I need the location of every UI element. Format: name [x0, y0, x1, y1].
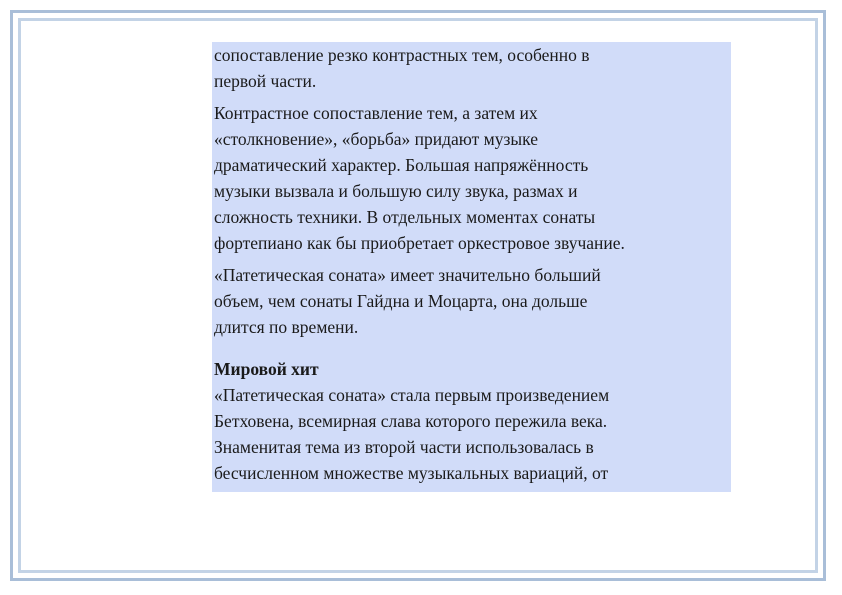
- text-line: «столкновение», «борьба» придают музыке: [214, 129, 539, 149]
- text-line: длится по времени.: [214, 317, 359, 337]
- text-block: [212, 42, 731, 492]
- text-line: музыки вызвала и большую силу звука, размах и: [214, 181, 578, 201]
- paragraph-1: [214, 42, 731, 94]
- text-line: «Патетическая соната» имеет значительно больший: [214, 265, 601, 285]
- text-line: Бетховена, всемирная слава которого пережила века.: [214, 411, 608, 431]
- text-line: фортепиано как бы приобретает оркестровое звучание.: [214, 233, 625, 253]
- text-line: Контрастное сопоставление тем, а затем их: [214, 103, 538, 123]
- text-line: объем, чем сонаты Гайдна и Моцарта, она дольше: [214, 291, 588, 311]
- text-line: Знаменитая тема из второй части использовалась в: [214, 437, 594, 457]
- text-line: драматический характер. Большая напряжённость: [214, 155, 589, 175]
- section-heading: Мировой хит: [214, 359, 319, 379]
- text-line: сложность техники. В отдельных моментах сонаты: [214, 207, 596, 227]
- text-line: сопоставление резко контрастных тем, особенно в: [214, 45, 590, 65]
- section-mirovoy-hit: [214, 356, 731, 486]
- text-line: «Патетическая соната» стала первым произведением: [214, 385, 610, 405]
- paragraph-3: [214, 262, 731, 340]
- paragraph-2: [214, 100, 731, 256]
- text-line: бесчисленном множестве музыкальных вариаций, от: [214, 463, 609, 483]
- text-line: первой части.: [214, 71, 317, 91]
